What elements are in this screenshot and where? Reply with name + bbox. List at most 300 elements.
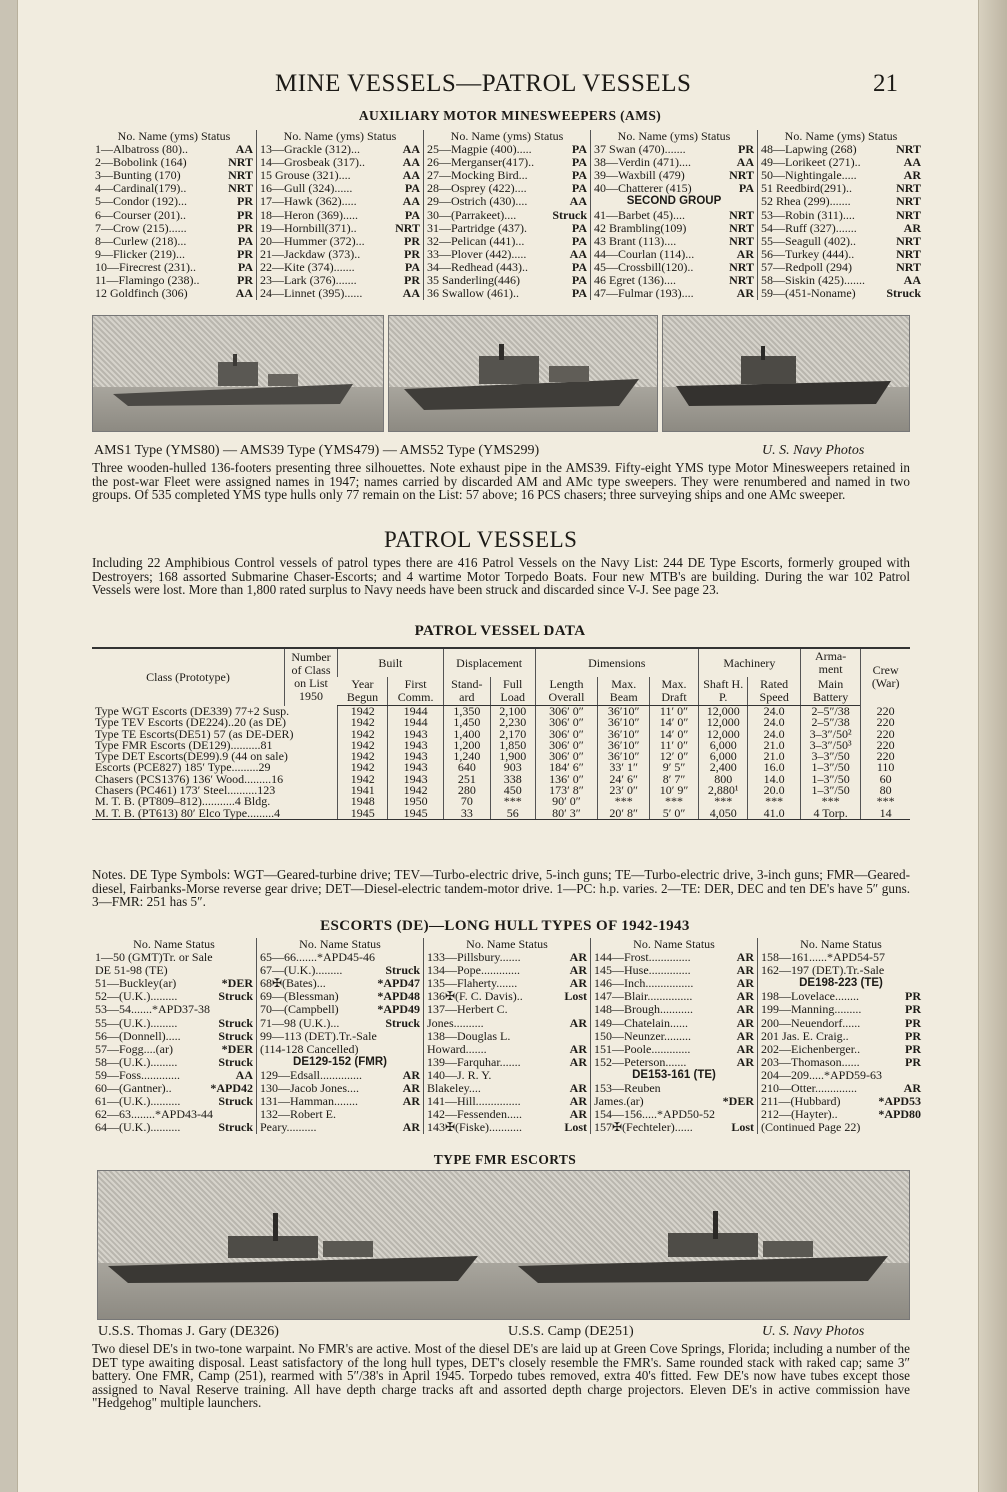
table-cell: 1950 (388, 796, 443, 807)
ship-status: AR (736, 1041, 754, 1056)
patrol-data-title: PATROL VESSEL DATA (414, 623, 586, 639)
ship-name: 99—113 (DET).Tr.-Sale (260, 1028, 377, 1043)
table-cell: 5′ 0″ (650, 808, 699, 820)
ship-name: 40—Chatterer (415) (594, 181, 692, 196)
ship-status: AR (569, 963, 587, 978)
table-cell: 1945 (388, 808, 443, 820)
list-item (427, 1121, 587, 1134)
list-item (594, 1043, 754, 1056)
th-year-begun: Year Begun (338, 677, 388, 706)
ship-name: 145—Huse.............. (594, 963, 691, 978)
th-beam: Max. Beam (598, 677, 650, 706)
ship-status: AR (569, 1015, 587, 1030)
ship-name: 27—Mocking Bird... (427, 168, 528, 183)
ship-status: PA (571, 273, 587, 288)
list-item (260, 195, 420, 208)
ship-status: AA (402, 286, 420, 301)
list-item (95, 195, 253, 208)
list-item (594, 1003, 754, 1016)
table-cell: 80 (861, 785, 910, 796)
table-cell: *** (698, 796, 748, 807)
ship-status: *APD80 (878, 1107, 921, 1122)
ship-status: NRT (729, 220, 754, 235)
table-cell: Type DET Escorts(DE99).9 (44 on sale) (95, 749, 288, 764)
fmr-paragraph: Two diesel DE's in two-tone warpaint. No FMR's are active. Most of the diesel DE's are laid up at Green Cove Springs, Florida; including a number of the DET type awaiting disposal. Least satisfactory of the long hull types, DET's closely resemble the FMR's. Same rounded stack with raked cap; same 3″ battery. One FMR, Camp (251), rearmed with 5″/38's in April 1945. Torpedo tubes removed, extra 40's fitted. Few DE's now have tubes except those assigned to Naval Reserve training. All have depth charge tracks aft and assorted depth charge projectors. Eleven DE's in active commission have "Hedgehog" multiple launchers. (92, 1341, 910, 1410)
ship-name: 55—Seagull (402).. (761, 233, 856, 248)
ship-status: AA (569, 194, 587, 209)
list-item (95, 1030, 253, 1043)
group-heading (594, 195, 754, 208)
ship-status: AR (736, 950, 754, 965)
table-cell: 220 (861, 751, 910, 762)
ship-status: PA (237, 233, 253, 248)
table-cell: *** (861, 796, 910, 807)
ship-status: NRT (395, 220, 420, 235)
ams-photo-caption: AMS1 Type (YMS80) — AMS39 Type (YMS479) — AMS52 Type (YMS299) (94, 443, 540, 458)
column-header: No. Name Status (133, 937, 215, 951)
ship-status: PA (571, 220, 587, 235)
table-cell: 1,350 (443, 706, 490, 718)
table-row (92, 808, 910, 820)
escorts-section-title: ESCORTS (DE)—LONG HULL TYPES OF 1942-1943 (320, 918, 690, 934)
ams-section-title: AUXILIARY MOTOR MINESWEEPERS (AMS) (358, 108, 662, 123)
list-item (761, 195, 921, 208)
ship-status: NRT (228, 155, 253, 170)
column-header: No. Name (yms) Status (283, 129, 397, 143)
ship-status: AR (903, 1081, 921, 1096)
ship-name: 49—Lorikeet (271).. (761, 155, 861, 170)
ship-name: 23—Lark (376)....... (260, 273, 357, 288)
th-number: Number of Class on List 1950 (285, 648, 338, 706)
list-item (761, 248, 921, 261)
ship-name: 38—Verdin (471).... (594, 155, 691, 170)
th-rated-speed: Rated Speed (748, 677, 800, 706)
ship-name: 28—Osprey (422).... (427, 181, 527, 196)
table-cell: 640 (443, 762, 490, 773)
table-cell: 14 (861, 808, 910, 820)
list-item (95, 222, 253, 235)
table-cell: 24.0 (748, 706, 800, 718)
table-cell: 36′10″ (598, 740, 650, 751)
list-item (594, 235, 754, 248)
ship-name: 54—Ruff (327)....... (761, 220, 857, 235)
table-cell: 6,000 (698, 740, 748, 751)
ams-column (256, 130, 423, 300)
ship-name: 8—Curlew (218)... (95, 233, 187, 248)
ship-name: 212—(Hayter).. (761, 1107, 838, 1122)
table-cell: M. T. B. (PT613) 80′ Elco Type.........4 (92, 808, 338, 820)
ship-status: Struck (218, 1028, 253, 1043)
ship-name: 57—Fogg....(ar) (95, 1041, 173, 1056)
escorts-list (92, 938, 924, 1134)
ship-status: AR (402, 1120, 420, 1135)
page-title: MINE VESSELS—PATROL VESSELS (275, 70, 692, 97)
list-item (260, 222, 420, 235)
ship-name: 47—Fulmar (193).... (594, 286, 694, 301)
column-header: No. Name Status (800, 937, 882, 951)
table-cell: 12′ 0″ (650, 751, 699, 762)
list-item (427, 1017, 587, 1030)
table-cell: 220 (861, 706, 910, 718)
ship-name: 44—Courlan (114)... (594, 246, 695, 261)
list-item (260, 287, 420, 300)
list-item (761, 1043, 921, 1056)
table-cell: *** (650, 796, 699, 807)
table-cell: 1943 (388, 774, 443, 785)
list-item (594, 182, 754, 195)
ship-name: 21—Jackdaw (373).. (260, 246, 361, 261)
ship-name: 55—(U.K.)......... (95, 1015, 178, 1030)
ship-name: 131—Hamman........ (260, 1094, 358, 1109)
list-item (427, 195, 587, 208)
table-cell: 1942 (338, 706, 388, 718)
ship-name: 50—Nightingale..... (761, 168, 857, 183)
escorts-column (423, 938, 590, 1134)
table-cell: 60 (861, 774, 910, 785)
ship-name: 69—(Blessman) (260, 989, 339, 1004)
patrol-intro: Including 22 Amphibious Control vessels of patrol types there are 416 Patrol Vessels on the Navy List: 244 DE Type Escorts, formerly grouped with Destroyers; 168 assorted Submarine Chaser-Escorts; and 4 wartime Motor Torpedo Boats. Four new MTB's are building. During the war 102 Patrol Vessels were lost. More than 1,800 rated surplus to Navy needs have been struck and discarded since V-J. See page 23. (92, 555, 910, 597)
table-cell: *** (490, 796, 535, 807)
ship-status: Lost (564, 1120, 587, 1135)
table-cell: 8′ 7″ (650, 774, 699, 785)
patrol-vessels-heading: PATROL VESSELS (384, 527, 578, 552)
th-machinery: Machinery (698, 648, 800, 677)
ship-status: PR (905, 1041, 921, 1056)
table-cell: 20′ 8″ (598, 808, 650, 820)
table-cell: 12,000 (698, 706, 748, 718)
ship-status: AR (736, 1002, 754, 1017)
escorts-column (256, 938, 423, 1134)
table-cell: 3–3″/50² (800, 729, 860, 740)
fmr-section-title: TYPE FMR ESCORTS (433, 1152, 577, 1167)
table-cell: 1,400 (443, 729, 490, 740)
list-item (95, 1043, 253, 1056)
ship-status: NRT (729, 233, 754, 248)
column-header: No. Name Status (299, 937, 381, 951)
ship-name: 67—(U.K.)......... (260, 963, 343, 978)
ship-name: 17—Hawk (362)..... (260, 194, 357, 209)
ship-name: 37 Swan (470)....... (594, 142, 686, 157)
ship-name: 157✠(Fechteler)...... (594, 1120, 693, 1135)
photo-fmr-escorts (97, 1170, 910, 1320)
table-cell: 11′ 0″ (650, 706, 699, 718)
ship-name: 134—Pope............. (427, 963, 520, 978)
ship-name: 29—Ostrich (430).... (427, 194, 528, 209)
ams-list (92, 130, 924, 300)
table-cell: 306′ 0″ (535, 717, 598, 728)
table-cell: 1942 (338, 774, 388, 785)
ship-name: 146—Inch................ (594, 976, 694, 991)
ship-name: 46 Egret (136).... (594, 273, 676, 288)
table-cell: 14′ 0″ (650, 717, 699, 728)
ship-status: PR (905, 1028, 921, 1043)
ship-status: PR (237, 220, 253, 235)
list-item (761, 209, 921, 222)
ship-status: NRT (896, 181, 921, 196)
ship-name: 153—Reuben (594, 1081, 661, 1096)
table-cell: 36′10″ (598, 751, 650, 762)
ship-name: 152—Peterson....... (594, 1054, 687, 1069)
ship-status: *APD42 (210, 1081, 253, 1096)
ship-status: AR (736, 963, 754, 978)
list-item (761, 235, 921, 248)
ship-name: 35 Sanderling(446) (427, 273, 520, 288)
ship-status: PR (237, 273, 253, 288)
ams-column (590, 130, 757, 300)
ship-status: AR (569, 976, 587, 991)
table-cell: 56 (490, 808, 535, 820)
ship-status: PA (571, 181, 587, 196)
ship-name: 56—(Donnell)..... (95, 1028, 181, 1043)
ship-name: 59—Foss............. (95, 1067, 181, 1082)
ship-name: 22—Kite (374)....... (260, 259, 355, 274)
list-item (427, 209, 587, 222)
list-item (260, 1043, 420, 1056)
ship-status: NRT (896, 259, 921, 274)
patrol-vessel-data-table (92, 647, 910, 820)
ship-name: 3—Bunting (170) (95, 168, 181, 183)
ship-status: PR (404, 233, 420, 248)
ship-name: 19—Hornbill(371).. (260, 220, 357, 235)
ship-name: 148—Brough........... (594, 1002, 693, 1017)
ams-column (92, 130, 256, 300)
ship-status: AR (402, 1094, 420, 1109)
ship-name: 13—Grackle (312)... (260, 142, 360, 157)
table-cell: 3–3″/50³ (800, 740, 860, 751)
ship-name: 51—Buckley(ar) (95, 976, 177, 991)
ship-status: Struck (218, 1054, 253, 1069)
list-item (761, 1003, 921, 1016)
ship-name: 5—Condor (192)... (95, 194, 187, 209)
ship-name: 130—Jacob Jones.... (260, 1081, 359, 1096)
ship-name: 56—Turkey (444).. (761, 246, 855, 261)
ship-name: 138—Douglas L. (427, 1028, 511, 1043)
photo-ams39 (388, 315, 658, 432)
th-length: Length Overall (535, 677, 598, 706)
table-cell: 21.0 (748, 751, 800, 762)
ship-status: AR (569, 1054, 587, 1069)
ship-status: PA (404, 207, 420, 222)
th-displacement: Displacement (443, 648, 535, 677)
ship-status: AA (402, 168, 420, 183)
ship-name: 18—Heron (369)..... (260, 207, 358, 222)
ship-status: AR (736, 286, 754, 301)
ship-name: 204—209.....*APD59-63 (761, 1067, 883, 1082)
ship-status: AR (903, 168, 921, 183)
ship-status: *DER (221, 1041, 253, 1056)
ship-status: AR (736, 989, 754, 1004)
ship-status: AR (569, 1107, 587, 1122)
ship-status: AR (569, 950, 587, 965)
ship-name: 48—Lapwing (268) (761, 142, 857, 157)
table-cell: 9′ 5″ (650, 762, 699, 773)
table-cell: 136′ 0″ (535, 774, 598, 785)
table-cell: 1,850 (490, 740, 535, 751)
list-item (594, 1121, 754, 1134)
ship-name: 142—Fessenden..... (427, 1107, 522, 1122)
table-cell: 23′ 0″ (598, 785, 650, 796)
th-shaft-hp: Shaft H. P. (698, 677, 748, 706)
ship-status: *APD47 (377, 976, 420, 991)
ship-status: PR (905, 1054, 921, 1069)
ship-name: 42 Brambling(109) (594, 220, 687, 235)
ship-status: AR (736, 1015, 754, 1030)
ship-status: PA (571, 168, 587, 183)
ship-status: PA (738, 181, 754, 196)
list-item (95, 1056, 253, 1069)
ship-status: AR (402, 1081, 420, 1096)
table-cell: 1942 (388, 785, 443, 796)
ship-name: 137—Herbert C. (427, 1002, 508, 1017)
list-item (260, 235, 420, 248)
ship-status: AR (736, 1054, 754, 1069)
ship-name: 129—Edsall.............. (260, 1067, 362, 1082)
column-header: No. Name (yms) Status (784, 129, 898, 143)
table-cell: 70 (443, 796, 490, 807)
ship-status: AR (736, 1028, 754, 1043)
ship-name: 147—Blair............... (594, 989, 693, 1004)
table-cell: 173′ 8″ (535, 785, 598, 796)
page-number: 21 (873, 70, 898, 97)
ship-name: 202—Eichenberger.. (761, 1041, 861, 1056)
list-item (761, 1056, 921, 1069)
table-cell: 2–5″/38 (800, 717, 860, 728)
ship-name: Blakeley.... (427, 1081, 481, 1096)
table-cell: 2,100 (490, 706, 535, 718)
ship-name: 20—Hummer (372)... (260, 233, 365, 248)
table-cell: 14′ 0″ (650, 729, 699, 740)
table-cell: 1945 (338, 808, 388, 820)
photo-ams1 (92, 315, 384, 432)
ship-name: 33—Plover (442)..... (427, 246, 527, 261)
ship-status: PA (571, 233, 587, 248)
list-item (594, 1030, 754, 1043)
ship-status: *APD49 (377, 1002, 420, 1017)
ship-status: PA (571, 155, 587, 170)
ship-name: 1—50 (GMT)Tr. or Sale (95, 950, 213, 965)
ship-name: 39—Waxbill (479) (594, 168, 685, 183)
table-cell: 36′10″ (598, 717, 650, 728)
table-cell: Type TE Escorts(DE51) 57 (as DE-DER) (95, 726, 294, 741)
table-cell: 306′ 0″ (535, 706, 598, 718)
ship-name: 139—Farquhar....... (427, 1054, 521, 1069)
table-cell: 12,000 (698, 717, 748, 728)
ship-name: Jones.......... (427, 1015, 484, 1030)
ship-status: Lost (731, 1120, 754, 1135)
escorts-column (590, 938, 757, 1134)
ship-name: 24—Linnet (395)...... (260, 286, 363, 301)
escorts-column (92, 938, 256, 1134)
ship-name: 162—197 (DET).Tr.-Sale (761, 963, 885, 978)
table-cell: 110 (861, 762, 910, 773)
table-cell: 306′ 0″ (535, 729, 598, 740)
photo-credit: U. S. Navy Photos (762, 443, 865, 458)
table-cell: 1943 (388, 740, 443, 751)
list-item (95, 248, 253, 261)
ship-status: Struck (218, 1015, 253, 1030)
table-cell: 1,240 (443, 751, 490, 762)
ship-name: 52—(U.K.)......... (95, 989, 178, 1004)
list-item (761, 287, 921, 300)
ship-name: DE153-161 (TE) (632, 1068, 716, 1081)
ship-name: 201 Jas. E. Craig.. (761, 1028, 849, 1043)
ship-status: AA (235, 142, 253, 157)
column-header: No. Name Status (633, 937, 715, 951)
column-header: No. Name (yms) Status (617, 129, 731, 143)
ship-status: AR (736, 246, 754, 261)
ship-name: 199—Manning......... (761, 1002, 862, 1017)
table-cell: 1942 (338, 729, 388, 740)
ship-name: 68✠(Bates)... (260, 976, 326, 991)
table-cell: 306′ 0″ (535, 740, 598, 751)
ship-silhouette-icon (108, 354, 368, 409)
ship-name: DE 51-98 (TE) (95, 963, 168, 978)
ship-name: 144—Frost.............. (594, 950, 691, 965)
ship-status: PA (571, 142, 587, 157)
ship-status: NRT (896, 246, 921, 261)
ship-name: 7—Crow (215)...... (95, 220, 187, 235)
ship-status: PA (404, 181, 420, 196)
ship-name: 132—Robert E. (260, 1107, 336, 1122)
table-cell: 24.0 (748, 729, 800, 740)
ship-status: AR (569, 1081, 587, 1096)
ship-status: NRT (228, 168, 253, 183)
table-cell: 16.0 (748, 762, 800, 773)
list-item (427, 235, 587, 248)
table-cell: 2,880¹ (698, 785, 748, 796)
ship-status: NRT (896, 233, 921, 248)
ship-name: 149—Chatelain...... (594, 1015, 688, 1030)
ship-name: 60—(Gantner).. (95, 1081, 172, 1096)
ship-name: 57—Redpoll (294) (761, 259, 852, 274)
ship-name: 133—Pillsbury....... (427, 950, 521, 965)
ship-status: Struck (552, 207, 587, 222)
ship-status: AR (402, 1067, 420, 1082)
ship-status: PR (738, 142, 754, 157)
th-main-battery: Main Battery (800, 677, 860, 706)
ship-name: 26—Merganser(417).. (427, 155, 535, 170)
table-cell: *** (598, 796, 650, 807)
ship-status: AR (736, 976, 754, 991)
ship-status: PA (404, 259, 420, 274)
ship-name: 200—Neuendorf...... (761, 1015, 861, 1030)
ship-status: AA (402, 155, 420, 170)
list-item (427, 1030, 587, 1043)
table-cell: 10′ 9″ (650, 785, 699, 796)
list-item (260, 1017, 420, 1030)
ship-name: 62—63........*APD43-44 (95, 1107, 214, 1122)
list-item (761, 222, 921, 235)
th-class: Class (Prototype) (92, 648, 285, 706)
ship-status: PR (905, 1002, 921, 1017)
ship-silhouette-icon (671, 346, 901, 411)
ship-status: PR (237, 246, 253, 261)
ship-status: PA (237, 259, 253, 274)
table-cell: Type FMR Escorts (DE129)..........81 (95, 737, 273, 752)
table-cell: 21.0 (748, 740, 800, 751)
ship-status: PR (237, 194, 253, 209)
table-cell: 450 (490, 785, 535, 796)
list-item (260, 248, 420, 261)
ship-name: 2—Bobolink (164) (95, 155, 187, 170)
list-item (594, 1017, 754, 1030)
ship-name: 4—Cardinal(179).. (95, 181, 187, 196)
ship-status: AA (903, 273, 921, 288)
table-cell: 33 (443, 808, 490, 820)
table-cell: Escorts (PCE827) 185′ Type.........29 (95, 760, 271, 775)
ship-name: 151—Poole............. (594, 1041, 691, 1056)
ship-name: 36 Swallow (461).. (427, 286, 519, 301)
